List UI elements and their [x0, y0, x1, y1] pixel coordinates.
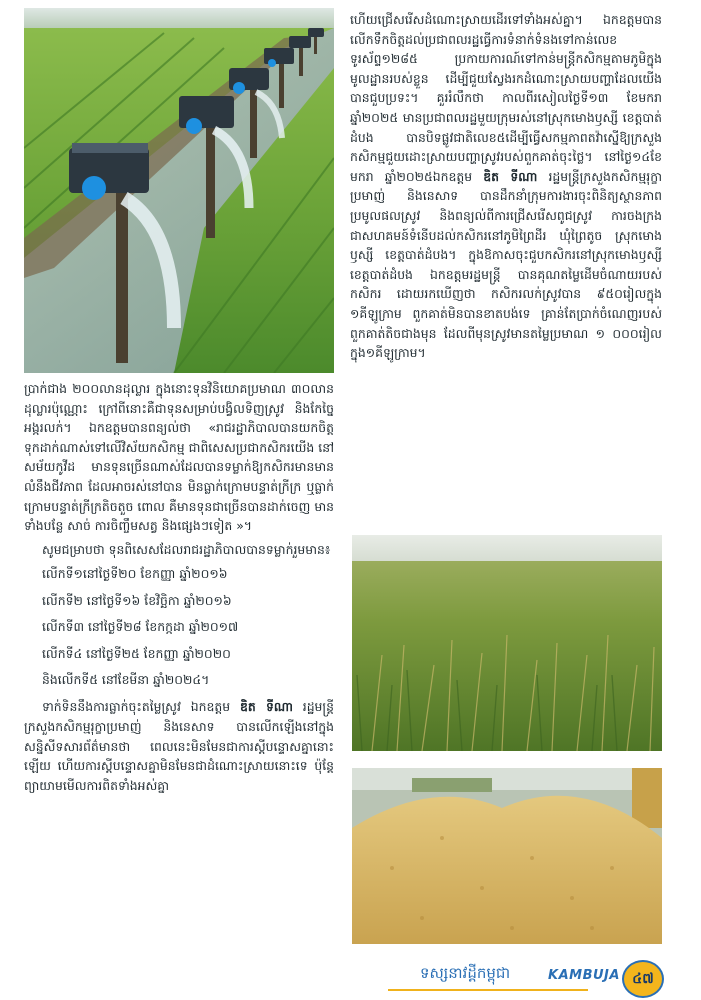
rice-field-illustration	[352, 535, 662, 751]
rice-grain-photo	[352, 768, 662, 944]
page-number-badge	[622, 960, 664, 998]
page-number: ៤៧	[632, 970, 654, 987]
irrigation-photo	[24, 8, 334, 373]
para3-end: រដ្ឋមន្ត្រីក្រសួងកសិកម្មរុក្ខាប្រមាញ់ និងនេសាទ បានលើកឡើងនៅក្នុងសន្និសីទសារព័ត៌មានថា ពេលនេះមិនមែនជាការស្តីបន្ទោសគ្នានោះឡើយ ហើយការស្តីបន្ទោសគ្នាមិនមែនជាដំណោះស្រាយនោះទេ ប៉ុន្តែព្យាយាមមើលការពិតទាំងអស់គ្នា	[24, 699, 334, 793]
minister-name: ឌិត ទីណា	[239, 699, 293, 715]
list-item: លើកទី៣ នៅថ្ងៃទី២៨ ខែកក្កដា ឆ្នាំ២០១៧	[42, 619, 239, 635]
left-paragraph-2: សូមជម្រាបថា ទុនពិសេសដែលរាជរដ្ឋាភិបាលបានទម្លាក់រួមមាន៖	[42, 541, 331, 557]
magazine-title: ទស្សនាវដ្តីកម្ពុជា	[420, 964, 511, 982]
left-paragraph-1: ប្រាក់ជាង ២០០លានដុល្លារ ក្នុងនោះទុនវិនិយោគប្រមាណ ៣០លានដុល្លារប៉ុណ្ណោះ ក្រៅពីនោះគឺជាទុនសម្រាប់បង្វិលទិញស្រូវ និងកែច្នៃអង្ករលក់។ ឯកឧត្តមបានពន្យល់ថា «រាជរដ្ឋាភិបាលបានយកចិត្តទុកដាក់ណាស់ទៅលើវិស័យកសិកម្ម ជាពិសេសប្រជាកសិករយើង នៅសម័យកូវីដ មានទុនច្រើនណាស់ដែលបានទម្លាក់ឱ្យកសិករមានមានលំនឹងជីវភាព ដែលអាចរស់នៅបាន មិនធ្លាក់ក្រោមបន្ទាត់ក្រីក្រ ឬធ្លាក់ក្រោមបន្ទាត់ក្រីក្រតិចតួច ពោល គឺមានទុនជាច្រើនបានដាក់ចេញ មានទាំងបន្លែ សាច់ ការចិញ្ចឹមសត្វ និងផ្សេងៗទៀត »។	[24, 381, 334, 534]
minister-name: ឌិត ទីណា	[483, 168, 538, 184]
left-column-text	[24, 379, 334, 795]
rice-grain-illustration	[352, 768, 662, 944]
right-paragraph-1	[350, 10, 662, 363]
para3-start: ទាក់ទិននឹងការធ្លាក់ចុះតម្លៃស្រូវ ឯកឧត្តម	[42, 699, 240, 715]
list-item: លើកទី៤ នៅថ្ងៃទី២៥ ខែកញ្ញា ឆ្នាំ២០២០	[42, 645, 231, 661]
magazine-brand: KAMBUJA	[548, 968, 620, 983]
irrigation-illustration	[24, 8, 334, 373]
list-item: និងលើកទី៥ នៅខែមីនា ឆ្នាំ២០២៤។	[42, 671, 210, 687]
list-item: លើកទី១នៅថ្ងៃទី២០ ខែកញ្ញា ឆ្នាំ២០១៦	[42, 566, 228, 582]
list-item: លើកទី២ នៅថ្ងៃទី១៦ ខែវិច្ឆិកា ឆ្នាំ២០១៦	[42, 592, 232, 608]
grant-list	[24, 561, 334, 693]
right-para-end: រដ្ឋមន្ត្រីក្រសួងកសិកម្មរុក្ខាប្រមាញ់ និងនេសាទ បានដឹកនាំក្រុមការងារចុះពិនិត្យស្ថានភាពប្រមូលផលស្រូវ និងពន្យល់ពីការជ្រើសរើសពូជស្រូវ ការចងក្រងជាសហគមន៍ទំនើបដល់កសិករនៅភូមិព្រៃដីរ ឃុំព្រៃតូច ស្រុកមោងឫស្សី ខេត្តបាត់ដំបង។ ក្នុងឱកាសចុះជួបកសិករនៅស្រុកមោងឫស្សី ខេត្តបាត់ដំបង ឯកឧត្តមរដ្ឋមន្ត្រី បានគុណតម្លៃដើមចំណាយរបស់កសិករ ដោយរកឃើញថា កសិករលក់ស្រូវបាន ៩៥០រៀលក្នុង ១គីឡូក្រាម ពួកគាត់មិនបានខាតបង់ទេ គ្រាន់តែប្រាក់ចំណេញរបស់ពួកគាត់តិចជាងមុន ដែលពីមុនស្រូវមានតម្លៃប្រមាណ ១ ០០០រៀលក្នុង១គីឡូក្រាម។	[350, 168, 662, 361]
footer-divider	[388, 989, 588, 991]
page-footer	[0, 958, 701, 1000]
left-paragraph-3	[24, 697, 334, 795]
right-column-text	[350, 10, 662, 363]
rice-field-photo	[352, 535, 662, 751]
right-para-start: ហើយជ្រើសរើសដំណោះស្រាយដើរទៅទាំងអស់គ្នា។ ឯកឧត្តមបានលើកទឹកចិត្តដល់ប្រជាពលរដ្ឋធ្វើការទំនាក់ទំនងទៅកាន់លេខទូរស័ព្ទ១២៨៥ ប្រកាយការណ៍ទៅកាន់មន្ត្រីកសិកម្មតាមភូមិក្នុងមូលដ្ឋានរបស់ខ្លួន ដើម្បីជួយស្វែងរកដំណោះស្រាយបញ្ហាដែលយើងបានជួបប្រទះ។ គួររំលឹកថា កាលពីរសៀលថ្ងៃទី១៣ ខែមករា ឆ្នាំ២០២៥ មានប្រជាពលរដ្ឋមួយក្រុមរស់នៅស្រុកមោងឫស្សី ខេត្តបាត់ដំបង បានបិទផ្លូវជាតិលេខ៥ដើម្បីធ្វើសកម្មភាពតវ៉ាស្នើឱ្យក្រសួងកសិកម្មជួយដោះស្រាយបញ្ហាស្រូវរបស់ពួកគាត់ចុះថ្លៃ។ នៅថ្ងៃ១៤ខែមករា ឆ្នាំ២០២៥ឯកឧត្តម	[350, 12, 662, 184]
